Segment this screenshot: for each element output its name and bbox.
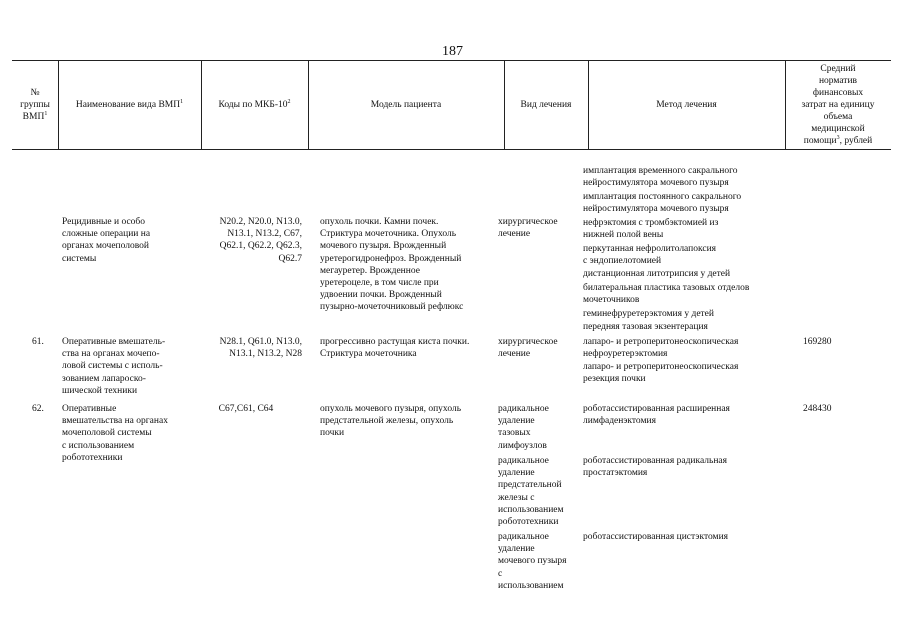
header-icd-codes: Коды по МКБ-$10^2$ (218, 98, 291, 110)
header-vmp-name: Наименование вида ВМП$^1$ (75, 98, 184, 110)
icd-codes: C67,C61, C64 (218, 404, 274, 414)
average-cost: 248430 (803, 404, 832, 414)
method-item: лапаро- и ретроперитонеоскопическая резекция почки (583, 362, 739, 385)
table-header (12, 60, 891, 150)
treatment-type: хирургическое лечение (498, 217, 558, 240)
page-number: 187 (442, 44, 463, 59)
method-item: имплантация постоянного сакрального нейростимулятора мочевого пузыря (583, 192, 742, 215)
icd-codes: N20.2, N20.0, N13.0, N13.1, N13.2, C67, Q62.1, Q62.2, Q62.3, Q62.7 (219, 217, 302, 264)
method-item: билатеральная пластика тазовых отделов мочеточников (583, 283, 750, 306)
vmp-name: Рецидивные и особо сложные операции на органах мочеполовой системы (62, 217, 151, 264)
group-number: 61. (32, 337, 44, 347)
method-item: геминефруретерэктомия у детей (583, 309, 714, 319)
treatment-type: радикальное удаление тазовых лимфоузлов (498, 404, 549, 451)
header-treatment-method: Метод лечения (656, 100, 717, 110)
header-treatment-type: Вид лечения (520, 100, 572, 110)
method-item: имплантация временного сакрального нейростимулятора мочевого пузыря (583, 166, 738, 189)
patient-model: прогрессивно растущая киста почки. Стриктура мочеточника (320, 337, 470, 360)
treatment-type: хирургическое лечение (498, 337, 558, 360)
method-item: нефрэктомия с тромбэктомией из нижней полой вены (583, 218, 719, 241)
treatment-type: радикальное удаление предстательной железы с использованием робототехники (498, 456, 564, 528)
header-average-cost: Средний норматив финансовых затрат на единицу объема медицинской помощи$^3$, рублей (801, 64, 875, 146)
vmp-name: Оперативные вмешательства на органах мочеполовой системы с использованием робототехники (62, 404, 168, 463)
method-item: роботассистированная расширенная лимфаденэктомия (583, 404, 730, 427)
header-patient-model: Модель пациента (370, 100, 442, 110)
vmp-name: Оперативные вмешатель- ства на органах мочепо- ловой системы с исполь- зованием лапароско- шической техники (62, 337, 166, 396)
method-item: роботассистированная цистэктомия (583, 532, 729, 542)
group-number: 62. (32, 404, 44, 414)
header-group-number: № группы ВМП$^1$ (20, 88, 50, 122)
icd-codes: N28.1, Q61.0, N13.0, N13.1, N13.2, N28 (219, 337, 302, 360)
method-item: перкутанная нефролитолапоксия с эндопиелотомией (583, 244, 717, 267)
patient-model: опухоль мочевого пузыря, опухоль предстательной железы, опухоль почки (320, 404, 462, 439)
method-item: дистанционная литотрипсия у детей (583, 269, 731, 279)
average-cost: 169280 (803, 337, 832, 347)
treatment-type: радикальное удаление мочевого пузыря с использованием (498, 532, 567, 591)
patient-model: опухоль почки. Камни почек. Стриктура мочеточника. Опухоль мочевого пузыря. Врожденный уретерогидронефроз. Врожденный мегауретер. Врожденное уретероцеле, в том числе при удвоении почки. Врожденный пузырно-мочеточниковый рефлюкс (320, 217, 464, 313)
method-item: роботассистированная радикальная простатэктомия (583, 456, 728, 479)
method-item: лапаро- и ретроперитонеоскопическая нефроуретерэктомия (583, 337, 739, 360)
method-item: передняя тазовая экзентерация (583, 322, 708, 332)
